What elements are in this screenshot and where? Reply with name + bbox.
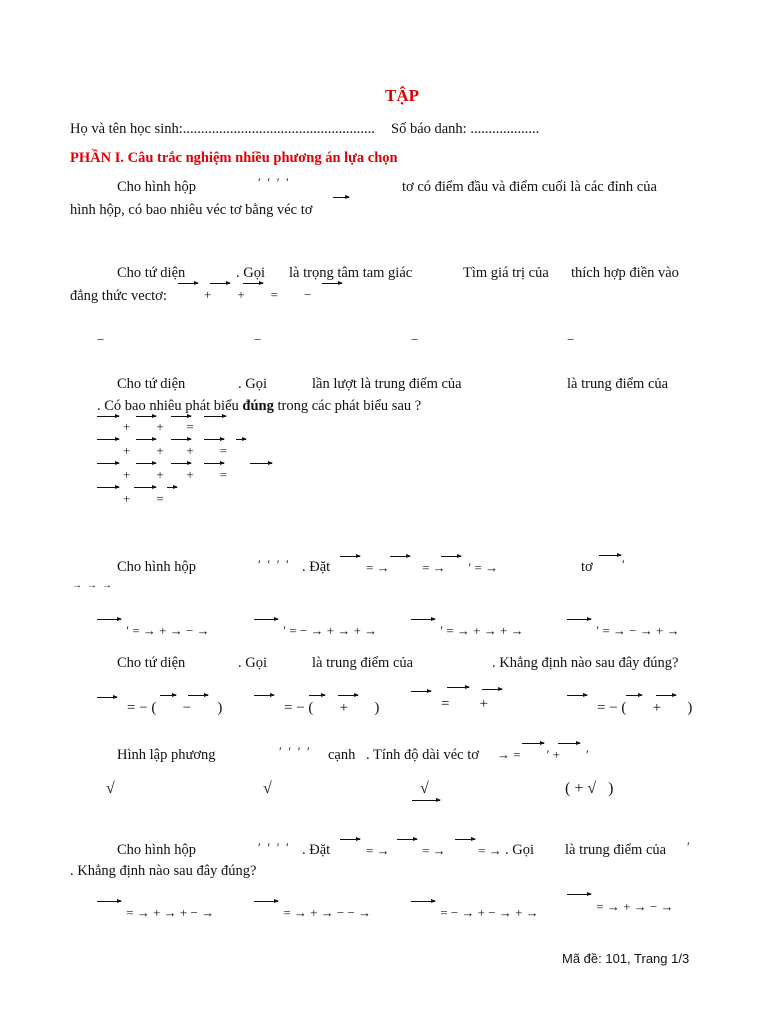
vector-arrow	[243, 283, 263, 284]
q4-vector-list: → → →	[72, 580, 112, 591]
vector-arrow	[136, 463, 156, 464]
student-name-field: Họ và tên học sinh:.....................................................	[70, 121, 375, 137]
vector-arrow	[340, 839, 360, 840]
q6-text-c: . Tính độ dài véc tơ	[366, 747, 479, 763]
vector-arrow	[210, 283, 230, 284]
q5-text-a: Cho tứ diện	[117, 655, 186, 671]
q7-text-b: . Đặt	[302, 842, 331, 858]
vector-arrow	[447, 687, 469, 688]
q7-text-e: . Khẳng định nào sau đây đúng?	[70, 863, 257, 879]
q5-text-b: . Gọi	[238, 655, 267, 671]
q7-definitions: = → = → = →	[340, 843, 502, 858]
q6-option-a: √	[106, 780, 115, 797]
vector-arrow	[97, 901, 121, 902]
q4-option-b: ′ = − → + → + →	[254, 623, 378, 638]
q3-statement-2: + + + =	[97, 443, 228, 458]
q3-text-d: là trung điểm của	[567, 376, 669, 392]
q1-text-a: Cho hình hộp	[117, 179, 196, 195]
q5-option-c: = +	[411, 696, 488, 712]
q3-text-a: Cho tứ diện	[117, 376, 186, 392]
vector-arrow	[397, 839, 417, 840]
vector-arrow	[254, 619, 278, 620]
q7-option-a: = → + → + − →	[97, 905, 215, 920]
vector-arrow	[441, 556, 461, 557]
q2-text-f: đẳng thức vectơ:	[70, 288, 167, 304]
q7-prime-marks: ′ ′ ′ ′	[258, 840, 289, 855]
vector-arrow	[254, 695, 274, 696]
exam-title: TẬP	[385, 86, 419, 105]
vector-arrow	[656, 695, 676, 696]
q3-text-b: . Gọi	[238, 376, 267, 392]
vector-arrow	[340, 556, 360, 557]
q2-option-d: −	[567, 332, 575, 347]
vector-arrow	[97, 416, 119, 417]
vector-arrow	[333, 197, 349, 198]
q6-text-b: cạnh	[328, 747, 356, 763]
vector-arrow	[167, 487, 177, 488]
q4-prime: ′	[622, 557, 625, 572]
vector-arrow	[97, 463, 119, 464]
vector-arrow	[236, 439, 246, 440]
vector-arrow	[178, 283, 198, 284]
q3-statement-4: + =	[97, 491, 164, 506]
q2-text-a: Cho tứ diện	[117, 265, 186, 281]
page-footer: Mã đề: 101, Trang 1/3	[562, 951, 690, 966]
vector-arrow	[455, 839, 475, 840]
q7-option-d: = → + → − →	[567, 899, 674, 914]
q6-option-d: ( + √ )	[565, 780, 614, 797]
q5-option-b: = − ( + )	[254, 700, 380, 716]
q2-text-d: Tìm giá trị của	[463, 265, 549, 281]
vector-arrow	[171, 463, 191, 464]
q5-text-d: . Khẳng định nào sau đây đúng?	[492, 655, 679, 671]
q4-option-c: ′ = → + → + →	[411, 623, 524, 638]
q4-text-c: tơ	[581, 559, 593, 575]
vector-arrow	[204, 439, 224, 440]
vector-arrow	[171, 416, 191, 417]
q6-option-c: √	[420, 780, 429, 797]
q1-text-b: tơ có điểm đầu và điểm cuối là các đỉnh của	[402, 179, 657, 195]
q5-text-c: là trung điểm của	[312, 655, 414, 671]
vector-arrow	[97, 487, 119, 488]
vector-arrow	[626, 695, 642, 696]
section-heading: PHẦN I. Câu trắc nghiệm nhiều phương án lựa chọn	[70, 150, 398, 166]
vector-arrow	[204, 416, 226, 417]
q7-text-c: . Gọi	[505, 842, 534, 858]
q7-option-c: = − → + − → + →	[411, 905, 539, 920]
q2-option-b: −	[254, 332, 262, 347]
vector-arrow	[390, 556, 410, 557]
q3-text-e: . Có bao nhiêu phát biểu đúng trong các phát biểu sau ?	[97, 398, 422, 414]
q4-definitions: = → = → ′ = →	[340, 560, 499, 575]
vector-arrow	[309, 695, 325, 696]
vector-arrow	[567, 695, 587, 696]
vector-arrow	[136, 439, 156, 440]
vector-arrow	[97, 439, 119, 440]
vector-arrow	[250, 463, 272, 464]
q6-prime-marks: ′ ′ ′ ′	[279, 744, 310, 759]
q4-option-d: ′ = → − → + →	[567, 623, 680, 638]
vector-arrow	[97, 619, 121, 620]
vector-arrow	[411, 619, 435, 620]
q1-text-c: hình hộp, có bao nhiêu véc tơ bằng véc tơ	[70, 202, 313, 218]
q7-text-a: Cho hình hộp	[117, 842, 196, 858]
vector-arrow	[160, 695, 176, 696]
vector-arrow	[482, 689, 502, 690]
q6-option-b: √	[263, 780, 272, 797]
q2-text-c: là trọng tâm tam giác	[289, 265, 413, 281]
vector-arrow	[188, 695, 208, 696]
q3-statement-1: + + =	[97, 419, 194, 434]
q6-vector-sum: → = ′ + ′	[497, 747, 589, 762]
vector-arrow	[411, 691, 431, 692]
q2-text-b: . Gọi	[236, 265, 265, 281]
q4-prime-marks: ′ ′ ′ ′	[258, 557, 289, 572]
q7-text-d: là trung điểm của	[565, 842, 667, 858]
q2-option-c: −	[411, 332, 419, 347]
q5-option-d: = − ( + )	[567, 700, 693, 716]
vector-arrow	[254, 901, 278, 902]
q3-text-c: lần lượt là trung điểm của	[312, 376, 462, 392]
vector-arrow	[97, 697, 117, 698]
vector-arrow	[567, 619, 591, 620]
q7-prime: ′	[687, 839, 690, 854]
vector-arrow	[599, 555, 621, 556]
student-id-field: Số báo danh: ...................	[391, 121, 540, 137]
vector-arrow	[522, 743, 544, 744]
q2-text-e: thích hợp điền vào	[571, 265, 679, 281]
vector-arrow	[411, 901, 435, 902]
q4-text-a: Cho hình hộp	[117, 559, 196, 575]
vector-arrow	[204, 463, 224, 464]
vector-arrow	[558, 743, 580, 744]
q3-statement-3: + + + =	[97, 467, 228, 482]
vector-arrow	[338, 695, 358, 696]
vector-arrow	[322, 283, 342, 284]
q7-option-b: = → + → − − →	[254, 905, 372, 920]
q6-text-a: Hình lập phương	[117, 747, 216, 763]
vector-arrow	[567, 894, 591, 895]
q2-equation: + + = −	[178, 287, 312, 302]
q4-option-a: ′ = → + → − →	[97, 623, 210, 638]
q2-option-a: −	[97, 332, 105, 347]
vector-arrow	[136, 416, 156, 417]
vector-arrow	[171, 439, 191, 440]
q3-emphasis: đúng	[242, 398, 274, 414]
vector-arrow	[134, 487, 156, 488]
q4-text-b: . Đặt	[302, 559, 331, 575]
q1-prime-marks: ′ ′ ′ ′	[258, 175, 289, 190]
q5-option-a: = − ( − )	[97, 700, 223, 716]
fraction-bar	[412, 800, 440, 801]
